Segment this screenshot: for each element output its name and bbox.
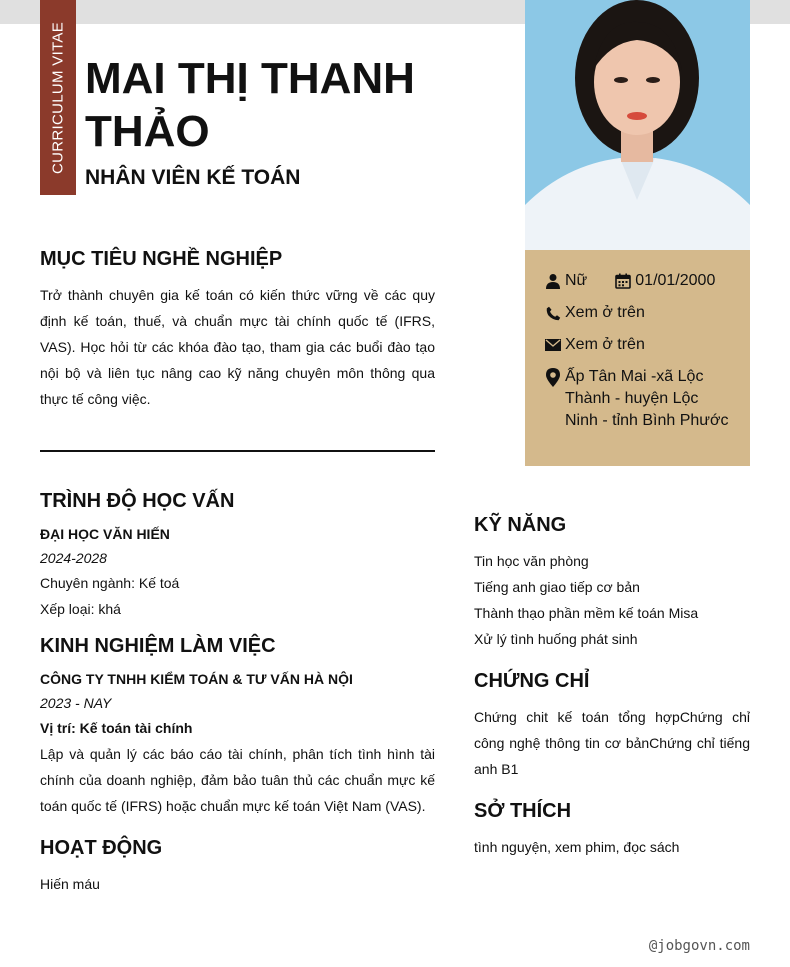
- contact-info-box: [525, 250, 750, 466]
- skill-item: Tiếng anh giao tiếp cơ bản: [474, 579, 640, 595]
- objective-text: Trở thành chuyên gia kế toán có kiến thức vững về các quy định kế toán, thuế, và chuẩn mực tài chính quốc tế (IFRS, VAS). Học hỏi từ các khóa đào tạo, tham gia các buổi đào tạo nội bộ và liên tục nâng cao kỹ năng chuyên môn thông qua thực tế công việc.: [40, 287, 435, 407]
- cv-vertical-tag: [40, 0, 76, 195]
- gender-value: Nữ: [565, 272, 588, 289]
- calendar-icon: [615, 270, 631, 292]
- certificates-title: CHỨNG CHỈ: [474, 670, 590, 692]
- person-icon: [545, 270, 561, 292]
- activities-title: HOẠT ĐỘNG: [40, 837, 163, 859]
- skill-item: Tin học văn phòng: [474, 553, 589, 569]
- candidate-name: MAI THỊ THANH THẢO: [85, 54, 415, 156]
- experience-position: Vị trí: Kế toán tài chính: [40, 720, 193, 736]
- skill-item: Thành thạo phần mềm kế toán Misa: [474, 605, 699, 621]
- phone-row: [545, 302, 730, 324]
- cv-label: CURRICULUM VITAE: [49, 21, 67, 174]
- experience-description: Lập và quản lý các báo cáo tài chính, phân tích tình hình tài chính của doanh nghiệp, đảm bảo tuân thủ các chuẩn mực kế toán quốc tế (IFRS) hoặc chuẩn mực kế toán Việt Nam (VAS).: [40, 746, 435, 814]
- education-major: Chuyên ngành: Kế toá: [40, 575, 180, 591]
- education-title: TRÌNH ĐỘ HỌC VẤN: [40, 490, 235, 512]
- location-pin-icon: [545, 366, 561, 388]
- address-value: Ấp Tân Mai -xã Lộc Thành - huyện Lộc Ninh - tỉnh Bình Phước: [565, 368, 729, 429]
- profile-photo: [525, 0, 750, 250]
- education-period: 2024-2028: [40, 550, 107, 566]
- gender-dob-row: [545, 270, 730, 292]
- dob-value: 01/01/2000: [635, 272, 716, 289]
- experience-period: 2023 - NAY: [40, 695, 112, 711]
- hobbies-title: SỞ THÍCH: [474, 800, 572, 822]
- email-value[interactable]: Xem ở trên: [565, 336, 645, 353]
- experience-title: KINH NGHIỆM LÀM VIỆC: [40, 635, 276, 657]
- activities-text: Hiến máu: [40, 876, 100, 892]
- experience-company: CÔNG TY TNHH KIỂM TOÁN & TƯ VẤN HÀ NỘI: [40, 671, 353, 687]
- address-row: [545, 366, 730, 432]
- education-school: ĐẠI HỌC VĂN HIẾN: [40, 526, 170, 542]
- objective-title: MỤC TIÊU NGHỀ NGHIỆP: [40, 248, 283, 270]
- job-title: NHÂN VIÊN KẾ TOÁN: [85, 166, 301, 189]
- section-divider: [40, 450, 435, 452]
- certificates-text: Chứng chit kế toán tổng hợpChứng chỉ công nghệ thông tin cơ bảnChứng chỉ tiếng anh B1: [474, 709, 750, 777]
- email-row: [545, 334, 730, 356]
- education-rank: Xếp loại: khá: [40, 601, 121, 617]
- phone-value[interactable]: Xem ở trên: [565, 304, 645, 321]
- skill-item: Xử lý tình huống phát sinh: [474, 631, 638, 647]
- skills-title: KỸ NĂNG: [474, 514, 567, 536]
- mail-icon: [545, 334, 561, 356]
- phone-icon: [545, 302, 561, 324]
- hobbies-text: tình nguyện, xem phim, đọc sách: [474, 839, 680, 855]
- watermark: @jobgovn.com: [648, 938, 750, 954]
